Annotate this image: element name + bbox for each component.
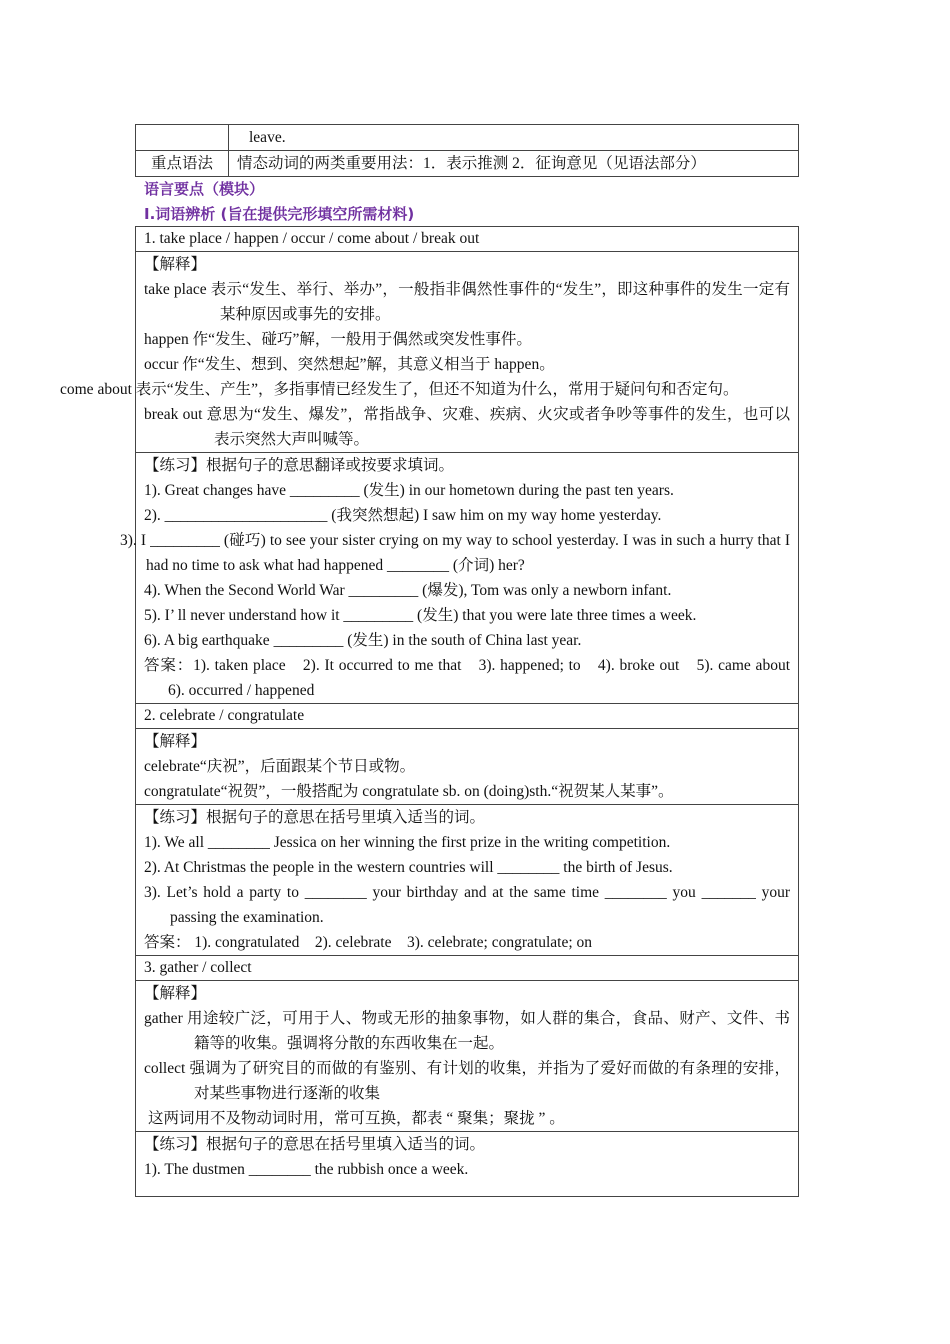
explanation-item: come about 表示“发生、产生”，多指事情已经发生了，但还不知道为什么，常用于疑问句和否定句。 [60, 381, 739, 398]
explanation-item: break out 意思为“发生、爆发”，常指战争、灾难、疾病、火灾或者争吵等事件的发生，也可以表示突然大声叫喊等。 [144, 406, 790, 448]
practice-cell [136, 805, 799, 956]
subsection-heading: I.词语辨析 (旨在提供完形填空所需材料) [144, 205, 415, 223]
explanation-label: 【解释】 [144, 985, 207, 1002]
explanation-item: collect 强调为了研究目的而做的有鉴别、有计划的收集，并指为了爱好而做的有条理的安排，对某些事物进行逐渐的收集 [144, 1060, 790, 1102]
explanation-item: take place 表示“发生、举行、举办”，一般指非偶然性事件的“发生”，即这种事件的发生一定有某种原因或事先的安排。 [144, 281, 790, 323]
practice-item: 2). _____________________ (我突然想起) I saw him on my way home yesterday. [144, 507, 662, 524]
practice-item: 3). Let’s hold a party to ________ your birthday and at the same time ________ you _______ your passing the examination. [144, 884, 790, 926]
practice-cell [120, 453, 806, 704]
practice-item: 2). At Christmas the people in the western countries will ________ the birth of Jesus. [144, 859, 673, 876]
section-heading: 语言要点（模块） [144, 180, 265, 198]
table-cell-label [136, 125, 229, 151]
word-group-title: 3. gather / collect [136, 956, 799, 981]
table-row [136, 453, 799, 704]
practice-item: 1). We all ________ Jessica on her winning the first prize in the writing competition. [144, 834, 671, 851]
summary-table [135, 124, 799, 177]
explanation-item: gather 用途较广泛，可用于人、物或无形的抽象事物，如人群的集合，食品、财产、文件、书籍等的收集。强调将分散的东西收集在一起。 [144, 1010, 790, 1052]
practice-item: 4). When the Second World War _________ (爆发), Tom was only a newborn infant. [144, 582, 672, 599]
table-cell-content: leave. [229, 125, 799, 151]
table-row [136, 125, 799, 151]
word-group-title: 1. take place / happen / occur / come about / break out [136, 227, 799, 252]
explanation-item: happen 作“发生、碰巧”解，一般用于偶然或突发性事件。 [144, 331, 532, 348]
answer-key: 答案： 1). congratulated 2). celebrate 3). celebrate; congratulate; on [144, 934, 593, 951]
answer-key: 答案：1). taken place 2). It occurred to me that 3). happened; to 4). broke out 5). came about 6). occurred / happened [144, 657, 806, 699]
practice-cell [136, 1132, 799, 1197]
explanation-item: celebrate“庆祝”，后面跟某个节日或物。 [144, 758, 416, 775]
explanation-label: 【解释】 [144, 256, 207, 273]
table-row [136, 729, 799, 805]
practice-item: 5). I’ ll never understand how it _________ (发生) that you were late three times a week. [144, 607, 697, 624]
word-group-title: 2. celebrate / congratulate [136, 704, 799, 729]
explanation-cell [136, 729, 799, 805]
table-row [136, 805, 799, 956]
table-row [136, 227, 799, 252]
explanation-item: congratulate“祝贺”，一般搭配为 congratulate sb. on (doing)sth.“祝贺某人某事”。 [144, 783, 674, 800]
practice-item: 1). Great changes have _________ (发生) in our hometown during the past ten years. [144, 482, 674, 499]
practice-item: 3). I _________ (碰巧) to see your sister crying on my way to school yesterday. I was in such a hurry that I had no time to ask what had happened ________ (介词) her? [120, 532, 790, 574]
table-row [136, 1132, 799, 1197]
practice-item: 6). A big earthquake _________ (发生) in the south of China last year. [144, 632, 582, 649]
explanation-cell [60, 252, 799, 453]
table-row [136, 151, 799, 177]
practice-title: 【练习】根据句子的意思在括号里填入适当的词。 [144, 809, 486, 826]
explanation-item: 这两词用不及物动词时用，常可互换，都表 “ 聚集；聚拢 ” 。 [148, 1110, 565, 1127]
explanation-cell [136, 981, 799, 1132]
table-row [136, 704, 799, 729]
practice-title: 【练习】根据句子的意思翻译或按要求填词。 [144, 457, 455, 474]
table-row [136, 956, 799, 981]
explanation-label: 【解释】 [144, 733, 207, 750]
table-cell-label: 重点语法 [136, 151, 229, 177]
table-row [136, 252, 799, 453]
table-row [136, 981, 799, 1132]
table-cell-content: 情态动词的两类重要用法：1．表示推测 2．征询意见（见语法部分） [229, 151, 799, 177]
practice-title: 【练习】根据句子的意思在括号里填入适当的词。 [144, 1136, 486, 1153]
explanation-item: occur 作“发生、想到、突然想起”解，其意义相当于 happen。 [144, 356, 555, 373]
practice-item: 1). The dustmen ________ the rubbish once a week. [144, 1161, 469, 1178]
vocabulary-table [60, 226, 806, 1197]
